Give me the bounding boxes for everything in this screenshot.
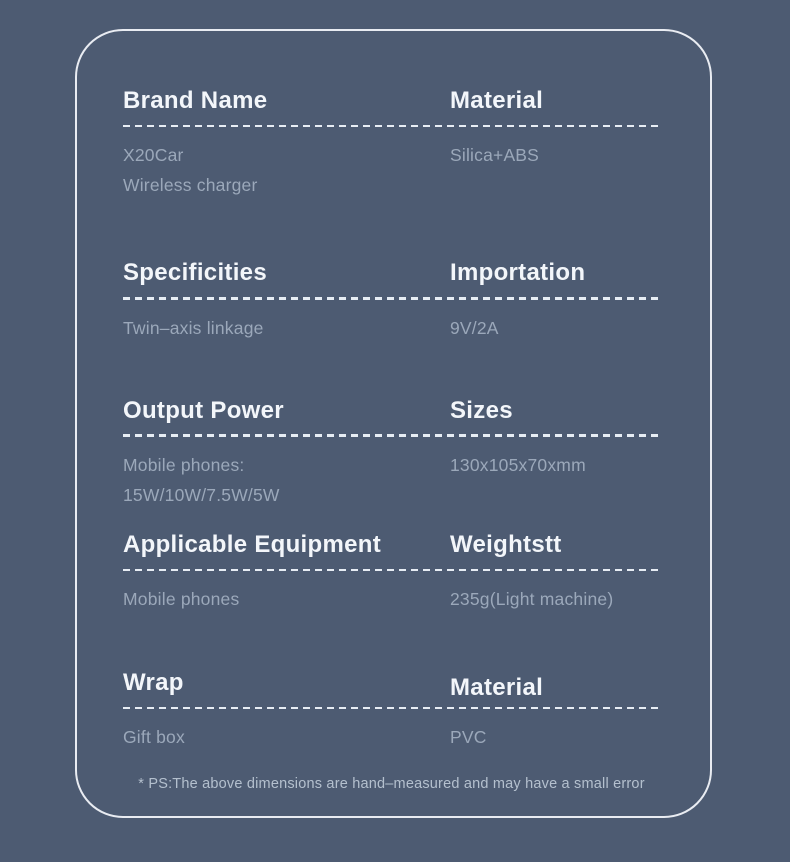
spec-title-wrap: Wrap: [123, 669, 184, 697]
spec-value-weight: [450, 584, 660, 614]
spec-value-specificities: [123, 313, 450, 343]
value-line: Silica+ABS: [450, 145, 540, 166]
spec-value-wrap-material: [450, 722, 660, 752]
spec-value-output-power: [123, 450, 450, 510]
section-headers: [123, 259, 660, 288]
spec-title-applicable-equipment: Applicable Equipment: [123, 530, 382, 558]
spec-value-applicable-equipment: [123, 584, 450, 614]
dashed-divider: [123, 297, 660, 300]
value-line: Mobile phones: [123, 589, 240, 610]
measurement-disclaimer: * PS:The above dimensions are hand–measured and may have a small error: [138, 776, 645, 793]
section-values: [123, 140, 660, 200]
value-line: 9V/2A: [450, 317, 499, 338]
section-values: [123, 313, 660, 343]
dashed-divider: [123, 125, 660, 128]
value-line: PVC: [450, 727, 487, 748]
spec-value-material: [450, 140, 660, 170]
section-headers: [123, 531, 660, 560]
section-values: [123, 722, 660, 752]
value-line: 15W/10W/7.5W/5W: [123, 484, 280, 505]
spec-card-frame: [75, 29, 712, 818]
section-values: [123, 450, 660, 510]
spec-value-importation: [450, 313, 660, 343]
spec-section-output-sizes: [123, 397, 660, 510]
spec-section-wrap-material: [123, 669, 660, 752]
value-line: 130x105x70xmm: [450, 454, 586, 475]
spec-title-wrap-material: Material: [450, 674, 544, 702]
spec-title-material: Material: [450, 87, 544, 114]
spec-value-sizes: [450, 450, 660, 480]
spec-section-specificities-importation: [123, 259, 660, 342]
spec-title-importation: Importation: [450, 259, 586, 287]
section-headers: [123, 669, 660, 702]
section-headers: [123, 87, 660, 116]
spec-title-sizes: Sizes: [450, 396, 513, 424]
section-headers: [123, 397, 660, 426]
spec-title-output-power: Output Power: [123, 396, 284, 424]
spec-value-brand-name: [123, 140, 450, 200]
value-line: X20Car: [123, 145, 184, 166]
spec-title-weight: Weightstt: [450, 530, 562, 558]
spec-section-equipment-weight: [123, 531, 660, 614]
dashed-divider: [123, 434, 660, 437]
spec-section-brand-material: [123, 87, 660, 200]
value-line: Gift box: [123, 727, 185, 748]
value-line: 235g(Light machine): [450, 589, 614, 610]
value-line: Wireless charger: [123, 175, 258, 196]
value-line: Mobile phones:: [123, 454, 245, 475]
spec-title-brand-name: Brand Name: [123, 87, 268, 114]
spec-title-specificities: Specificities: [123, 259, 267, 287]
dashed-divider: [123, 569, 660, 572]
spec-card-content: [77, 31, 710, 792]
spec-value-wrap: [123, 722, 450, 752]
value-line: Twin–axis linkage: [123, 317, 264, 338]
section-values: [123, 584, 660, 614]
dashed-divider: [123, 707, 660, 710]
